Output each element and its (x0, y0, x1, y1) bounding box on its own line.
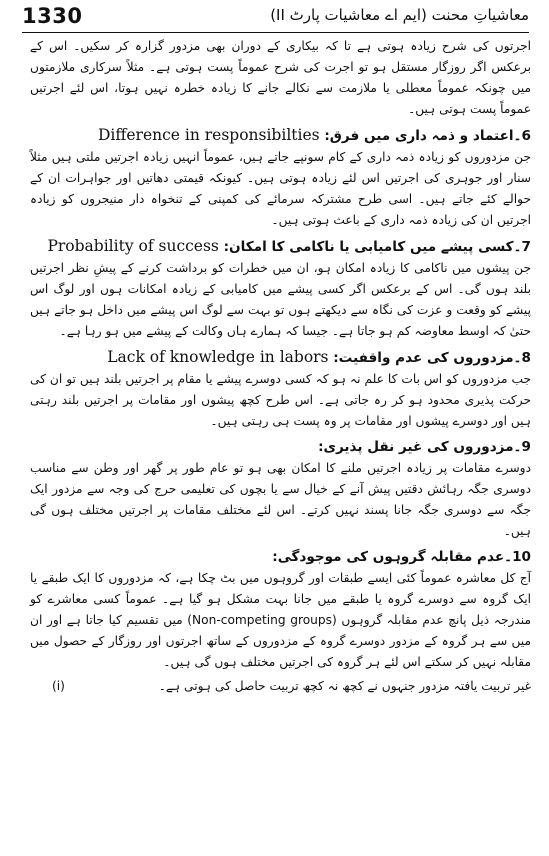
page-number: 1330 (22, 4, 83, 28)
section-heading-urdu: 7۔کسی پیشے میں کامیابی یا ناکامی کا امکان: (223, 239, 531, 255)
section-heading (30, 124, 531, 147)
section-heading-english: Lack of knowledge in labors (107, 348, 329, 366)
section-heading-urdu: 6۔اعتماد و ذمہ داری میں فرق: (324, 128, 531, 144)
page-header (22, 4, 529, 30)
section-heading (30, 235, 531, 258)
section-8 (30, 346, 531, 432)
section-heading-urdu: 8۔مزدوروں کی عدم واقفیت: (333, 350, 531, 366)
section-text: دوسرے مقامات پر زیادہ اجرتیں ملنے کا امکان بھی ہو تو عام طور پر گھر اور وطن سے مناسب دوسری جگہ رہائش دقتیں پیش آنے کے خیال سے یا بچوں کی تعلیمی حرج کی وجہ سے مزدور ایک جگہ سے دوسری جگہ جانا پسند نہیں کرتے۔ اس لئے مختلف مقامات پر اجرتیں مختلف ہوں گی ہیں۔ (30, 461, 531, 538)
intro-paragraph: اجرتوں کی شرح زیادہ ہوتی ہے تا کہ بیکاری کے دوران بھی مزدور گزارہ کر سکیں۔ اس کے برعکس اگر روزگار مستقل ہو تو اجرت کی شرح عموماً پست ہوتی ہے۔ مثلاً سرکاری ملازمتوں میں چونکہ عموماً معطلی یا ملازمت سے نکالے جانے کا زیادہ خطرہ نہیں ہوتا، اس لئے اجرتیں عموماً پست ہوتی ہیں۔ (30, 39, 531, 116)
section-heading-urdu: 9۔مزدوروں کی غیر نقل پذیری: (318, 439, 531, 455)
header-rule (22, 32, 529, 33)
section-text: جن مزدوروں کو زیادہ ذمہ داری کے کام سونپے جاتے ہیں، عموماً انہیں زیادہ اجرتیں ملتی ہیں مثلاً سنار اور جوہری کی اجرتیں اس لئے زیادہ ہوتی ہیں۔ کیونکہ قیمتی دھاتیں اور جواہرات ان کے حوالے کئے جاتے ہیں۔ اسی طرح مشترکہ سرمائے کی کمپنی کے تنخواہ دار منیجروں کو زیادہ اجرتیں ان کی زیادہ ذمہ داری کے باعث ہوتی ہیں۔ (30, 150, 531, 227)
section-heading-english: Difference in responsibilties (97, 126, 320, 144)
section-10 (30, 546, 531, 673)
section-heading-urdu: 10۔عدم مقابلہ گروہوں کی موجودگی: (272, 549, 531, 565)
list-item-text: غیر تربیت یافتہ مزدور جنہوں نے کچھ نہ کچھ تربیت حاصل کی ہوتی ہے۔ (158, 679, 531, 693)
page-body (30, 36, 531, 697)
section-7 (30, 235, 531, 342)
section-heading (30, 546, 531, 568)
section-heading (30, 346, 531, 369)
running-head: معاشیاتِ محنت (ایم اے معاشیات پارٹ II) (270, 6, 529, 24)
list-item (30, 676, 531, 697)
section-9 (30, 436, 531, 542)
section-text: جن پیشوں میں ناکامی کا زیادہ امکان ہو، ان میں خطرات کو برداشت کرنے کے پیشِ نظر اجرتیں بلند ہوں گی۔ اس کے برعکس اگر کسی پیشے میں کامیابی کے زیادہ امکانات ہوں اور لوگ اس پیشے کو وقعت و عزت کی نگاہ سے دیکھتے ہوں تو بہت سے لوگ اس پیشے میں داخل ہو جاتے ہیں حتیٰ کہ اوسط معاوضہ کم ہو جاتا ہے۔ جیسا کہ ہمارے ہاں وکالت کے پیشے میں ہو رہا ہے۔ (30, 261, 531, 338)
section-text: آج کل معاشرہ عموماً کئی ایسے طبقات اور گروہوں میں بٹ چکا ہے، کہ مزدوروں کا ایک طبقے یا ایک گروہ سے دوسرے گروہ یا طبقے میں جانا بہت مشکل ہو گیا ہے۔ عموماً کسی معاشرے کو مندرجہ ذیل پانچ عدم مقابلہ گروہوں (Non-competing groups) میں تقسیم کیا جاتا ہے اور ان میں سے ہر گروہ کے مزدور دوسرے گروہ کے مزدوروں کے ساتھ اجرتوں اور روزگار کے حصول میں مقابلہ نہیں کر سکتے اس لئے ہر گروہ کی اجرتیں مختلف ہوں گی ہیں۔ (30, 571, 531, 669)
section-6 (30, 124, 531, 231)
section-text: جب مزدوروں کو اس بات کا علم نہ ہو کہ کسی دوسرے پیشے یا مقام پر اجرتیں بلند ہیں تو ان کی حرکت پذیری محدود ہو کر رہ جاتی ہے۔ اس طرح کچھ پیشوں اور مقامات پر اجرتیں بلند رہتی ہیں اور دوسرے پیشوں اور مقامات پر وہ پست ہی رہتی ہیں۔ (30, 372, 531, 428)
list-item-label: (i) (52, 679, 65, 693)
section-heading-english: Probability of success (47, 237, 219, 255)
section-heading (30, 436, 531, 458)
